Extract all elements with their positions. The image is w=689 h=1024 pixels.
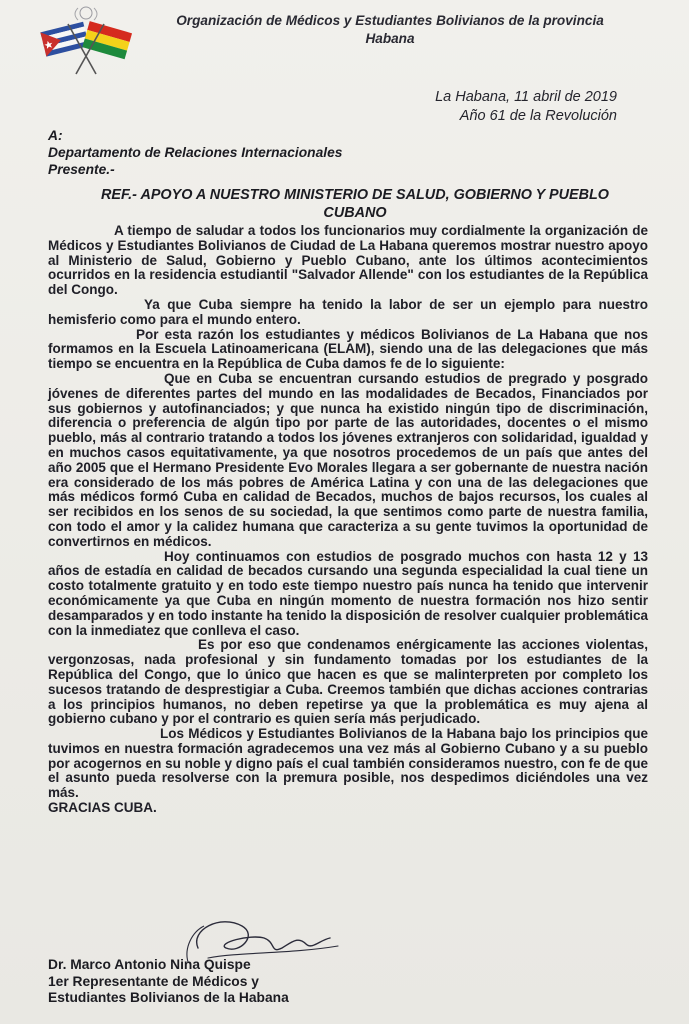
- letter-body: [48, 224, 648, 816]
- signer-block: [48, 957, 289, 1007]
- signer-title: 1er Representante de Médicos y: [48, 973, 259, 989]
- recipient-presente: Presente.-: [48, 162, 115, 177]
- recipient-to: A:: [48, 128, 63, 143]
- organization-province: Habana: [365, 31, 415, 46]
- reference-line: [60, 186, 650, 222]
- recipient-block: [48, 127, 342, 178]
- paragraph-gratitude: Los Médicos y Estudiantes Bolivianos de la Habana bajo los principios que tuvimos en nuestra formación agradecemos una vez más al Gobierno Cubano y a su pueblo por acogernos en su noble y digno país el cual también consideramos nuestro, con fe de que el asunto pueda resolverse con la premura posible, nos despedimos diciéndoles una vez más.: [48, 726, 648, 801]
- paragraph-example: Ya que Cuba siempre ha tenido la labor de ser un ejemplo para nuestro hemisferio como para el mundo entero.: [48, 296, 648, 327]
- year-note: Año 61 de la Revolución: [459, 108, 617, 124]
- crossed-flags-icon: [38, 4, 134, 76]
- paragraph-condemn: Es por eso que condenamos enérgicamente las acciones violentas, vergonzosas, nada profesional y sin fundamento tomadas por los estudiantes de la República del Congo, que lo único que hacen es que se malinterpreten por completo los sucesos tratando de desprestigiar a Cuba. Creemos también que dichas acciones contrarias a los principios humanos, no deben repetirse ya que la problemática es muy ajena al gobierno cubano y por el contrario es quien sería más perjudicado.: [48, 637, 648, 727]
- signer-organization: Estudiantes Bolivianos de la Habana: [48, 990, 289, 1005]
- dateline: [435, 88, 617, 126]
- paragraph-greeting: A tiempo de saludar a todos los funcionarios muy cordialmente la organización de Médicos y Estudiantes Bolivianos de Ciudad de La Habana queremos mostrar nuestro apoyo al Ministerio de Salud, Gobierno y Pueblo Cubano, ante los últimos acontecimientos ocurridos en la residencia estudiantil "Salvador Allende" con los estudiantes de la República del Congo.: [48, 223, 648, 298]
- reference-title: REF.- APOYO A NUESTRO MINISTERIO DE SALUD, GOBIERNO Y PUEBLO: [101, 187, 609, 203]
- paragraph-elam: Por esta razón los estudiantes y médicos Bolivianos de La Habana que nos formamos en la Escuela Latinoamericana (ELAM), siendo una de las delegaciones que más tiempo se encuentra en la República de Cuba damos fe de lo siguiente:: [48, 326, 648, 372]
- reference-title-cont: CUBANO: [323, 205, 387, 221]
- paragraph-testimony: Que en Cuba se encuentran cursando estudios de pregrado y posgrado jóvenes de diferentes partes del mundo en las modalidades de Becados, Financiados por sus gobiernos y autofinanciados; y que nunca ha existido ningún tipo de discriminación, diferencia o preferencia de algún tipo por parte de las autoridades, docentes o el mismo pueblo, más al contrario tratando a todos los jóvenes extranjeros con solidaridad, igualdad y en muchos casos equitativamente, ya que nosotros procedemos de un país que antes del año 2005 que el Hermano Presidente Evo Morales llegara a ser gobernante de nuestra nación era considerado de los más pobres de América Latina y con una de las delegaciones que más médicos formó Cuba en calidad de Becados, muchos de bajos recursos, los cuales al ser recibidos en los senos de su sociedad, la que sentimos como parte de nuestra familia, con todo el amor y la calidez humana que caracteriza a su gente tuvimos la oportunidad de convertirnos en médicos.: [48, 370, 648, 549]
- place-date: La Habana, 11 abril de 2019: [435, 89, 617, 105]
- closing-line: GRACIAS CUBA.: [48, 800, 157, 816]
- organization-name: Organización de Médicos y Estudiantes Bolivianos de la provincia: [176, 13, 604, 28]
- paragraph-posgrado: Hoy continuamos con estudios de posgrado muchos con hasta 12 y 13 años de estadía en calidad de becados cursando una segunda especialidad la cual tiene un costo totalmente gratuito y en todo este tiempo nuestro país nunca ha tenido que intervenir económicamente ya que Cuba en ningún momento de nuestra formación nos hizo sentir desamparados y en todo instante ha tenido la disposición de resolver cualquier problemática con la inmediatez que conlleva el caso.: [48, 548, 648, 638]
- signer-name: Dr. Marco Antonio Nina Quispe: [48, 957, 251, 972]
- recipient-department: Departamento de Relaciones Internacionales: [48, 145, 343, 160]
- organization-header: [150, 12, 630, 48]
